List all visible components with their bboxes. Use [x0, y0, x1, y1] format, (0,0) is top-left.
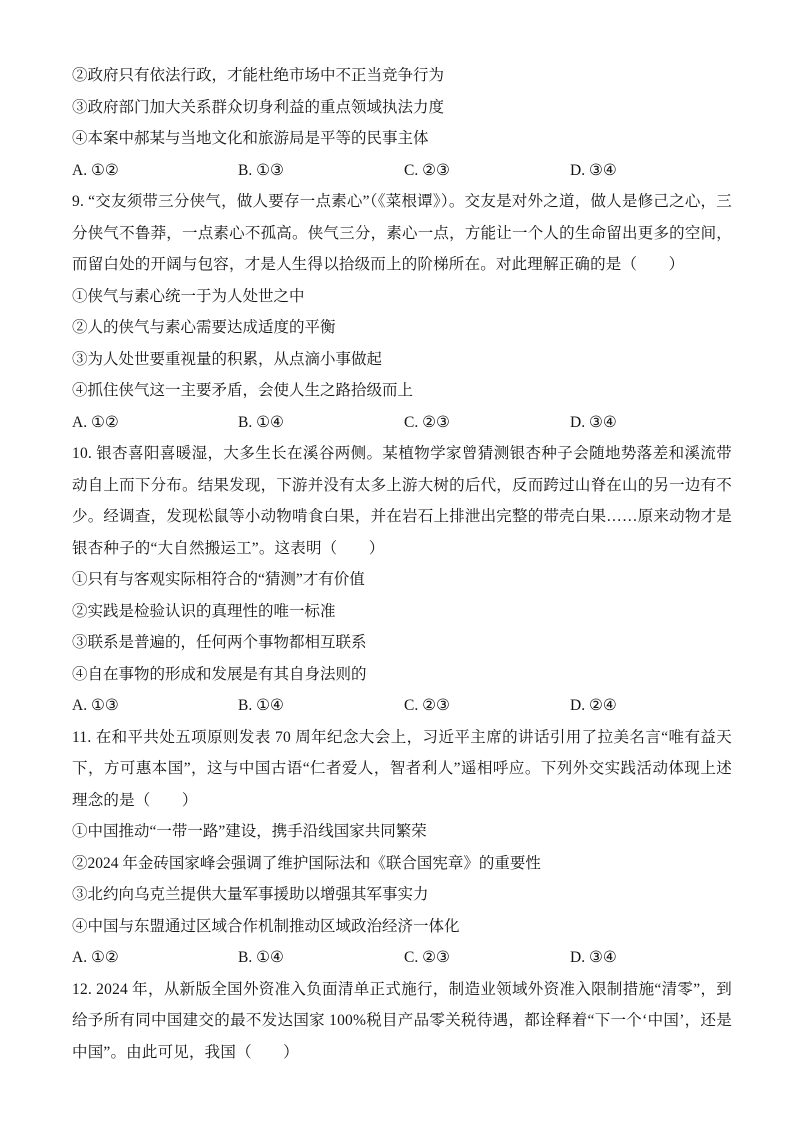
- question-9-stem: 9. “交友须带三分侠气，做人要存一点素心”（《菜根谭》）。交友是对外之道，做人是修己之心，三分侠气不鲁莽，一点素心不孤高。侠气三分，素心一点，方能让一个人的生命留出更多的空间，而留白处的开阔与包容，才是人生得以拾级而上的阶梯所在。对此理解正确的是（ ）: [72, 193, 732, 273]
- question-10-choice-d: D. ②④: [570, 697, 617, 714]
- question-10-choice-a: A. ①③: [72, 697, 119, 714]
- question-9: [72, 186, 732, 438]
- question-12-stem: 12. 2024 年，从新版全国外资准入负面清单正式施行，制造业领域外资准入限制措施“清零”，到给予所有同中国建交的最不发达国家 100%税目产品零关税待遇，都诠释着“下一个‘中国’，还是中国”。由此可见，我国（ ）: [72, 980, 732, 1061]
- question-9-choice-row: [72, 407, 732, 439]
- question-11-option-1: ①中国推动“一带一路”建设，携手沿线国家共同繁荣: [72, 823, 427, 840]
- question-10-choice-row: [72, 690, 732, 722]
- question-9-option-3: ③为人处世要重视量的积累，从点滴小事做起: [72, 350, 383, 368]
- question-11: [72, 722, 732, 974]
- question-10: [72, 438, 732, 722]
- question-8-choice-row: [72, 155, 732, 187]
- question-11-choice-c: C. ②③: [404, 949, 450, 966]
- question-8-option-3: ③政府部门加大关系群众切身利益的重点领域执法力度: [72, 98, 445, 116]
- question-9-choice-a: A. ①②: [72, 413, 119, 431]
- question-8-option-2: ②政府只有依法行政，才能杜绝市场中不正当竞争行为: [72, 67, 445, 84]
- question-11-choice-row: [72, 942, 732, 974]
- question-8-choice-d: D. ③④: [570, 161, 617, 179]
- question-9-choice-b: B. ①④: [238, 413, 284, 431]
- question-10-choice-b: B. ①④: [238, 697, 284, 714]
- question-9-choice-d: D. ③④: [570, 413, 617, 431]
- question-10-option-4: ④自在事物的形成和发展是有其自身法则的: [72, 665, 367, 683]
- question-8-option-4: ④本案中郝某与当地文化和旅游局是平等的民事主体: [72, 130, 429, 147]
- question-11-option-4: ④中国与东盟通过区域合作机制推动区域政治经济一体化: [72, 917, 460, 935]
- question-11-choice-b: B. ①④: [238, 949, 284, 966]
- question-8-tail: [72, 60, 732, 186]
- question-10-stem: 10. 银杏喜阳喜暖湿，大多生长在溪谷两侧。某植物学家曾猜测银杏种子会随地势落差和溪流带动自上而下分布。结果发现，下游并没有太多上游大树的后代，反而跨过山脊在山的另一边有不少。经调查，发现松鼠等小动物啃食白果，并在岩石上排泄出完整的带壳白果……原来动物才是银杏种子的“大自然搬运工”。这表明（ ）: [72, 445, 732, 557]
- question-9-option-4: ④抓住侠气这一主要矛盾，会使人生之路拾级而上: [72, 382, 414, 399]
- question-9-option-1: ①侠气与素心统一于为人处世之中: [72, 287, 305, 305]
- question-10-option-2: ②实践是检验认识的真理性的唯一标准: [72, 602, 336, 620]
- question-8-choice-a: A. ①②: [72, 161, 119, 179]
- question-8-choice-b: B. ①③: [238, 161, 284, 179]
- question-10-option-3: ③联系是普遍的，任何两个事物都相互联系: [72, 634, 367, 651]
- question-10-choice-c: C. ②③: [404, 697, 450, 714]
- question-11-option-2: ②2024 年金砖国家峰会强调了维护国际法和《联合国宪章》的重要性: [72, 854, 541, 872]
- question-10-option-1: ①只有与客观实际相符合的“猜测”才有价值: [72, 571, 365, 588]
- question-11-option-3: ③北约向乌克兰提供大量军事援助以增强其军事实力: [72, 886, 429, 903]
- question-11-choice-a: A. ①②: [72, 949, 119, 966]
- question-8-choice-c: C. ②③: [404, 161, 450, 179]
- question-9-option-2: ②人的侠气与素心需要达成适度的平衡: [72, 319, 336, 336]
- question-11-choice-d: D. ③④: [570, 949, 617, 966]
- question-11-stem: 11. 在和平共处五项原则发表 70 周年纪念大会上，习近平主席的讲话引用了拉美名言“唯有益天下，方可惠本国”，这与中国古语“仁者爱人，智者利人”遥相呼应。下列外交实践活动体现上述理念的是（ ）: [72, 728, 732, 809]
- question-12: [72, 974, 732, 1069]
- question-9-choice-c: C. ②③: [404, 413, 450, 431]
